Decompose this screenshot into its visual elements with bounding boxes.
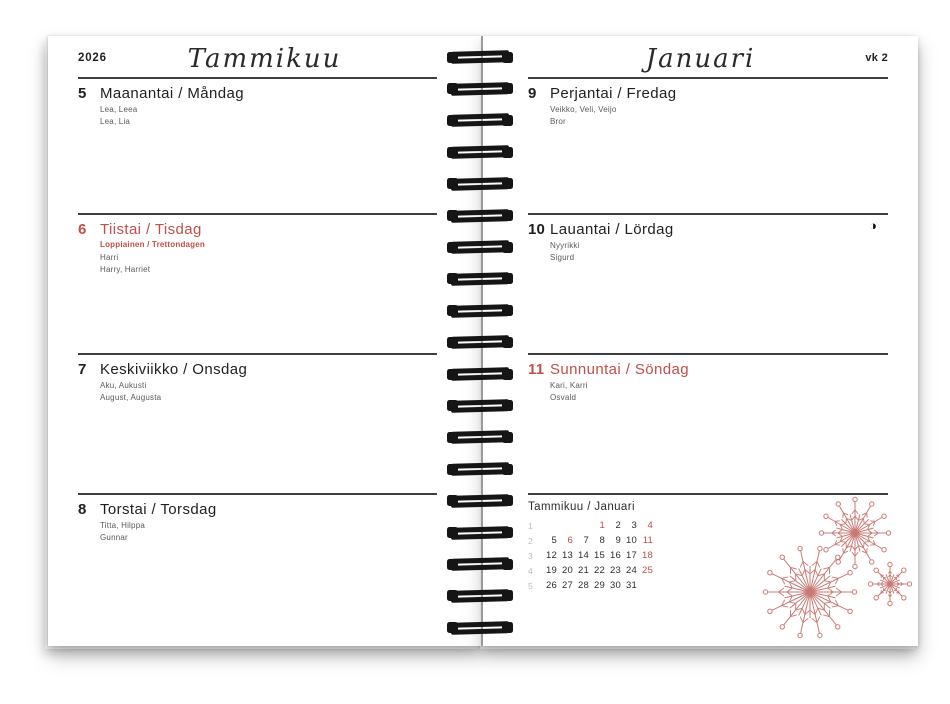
mini-calendar-grid (528, 518, 653, 593)
mini-calendar-day: 22 (594, 565, 605, 576)
mini-calendar-day: 28 (578, 580, 589, 591)
mini-calendar-day: 24 (626, 565, 637, 576)
snowflake-icon (762, 544, 858, 640)
mini-calendar-day: 29 (594, 580, 605, 591)
spiral-ring (447, 367, 513, 381)
left-page (48, 36, 481, 646)
mini-calendar-day: 2 (615, 520, 621, 531)
mini-calendar-day: 21 (578, 565, 589, 576)
nameday-line-finnish: Veikko, Veli, Veijo (550, 105, 617, 114)
nameday-line-swedish: Gunnar (100, 533, 128, 542)
spiral-ring (447, 557, 513, 571)
day-number: 9 (528, 85, 537, 102)
day-number: 5 (78, 85, 87, 102)
day-number: 11 (528, 361, 545, 378)
mini-calendar-day: 1 (599, 520, 605, 531)
day-number: 7 (78, 361, 87, 378)
mini-calendar-day: 6 (567, 535, 573, 546)
nameday-line-finnish: Nyyrikki (550, 241, 580, 250)
mini-calendar-day: 23 (610, 565, 621, 576)
day-number: 10 (528, 221, 546, 238)
day-number: 6 (78, 221, 87, 238)
spiral-ring (447, 113, 513, 127)
mini-calendar-title: Tammikuu / Januari (528, 501, 635, 513)
mini-calendar-day: 17 (626, 550, 637, 561)
mini-calendar-day: 4 (647, 520, 653, 531)
mini-calendar-day: 11 (642, 535, 653, 546)
day-entry-8 (78, 493, 437, 646)
mini-calendar-week-row (528, 533, 653, 548)
spiral-ring (447, 240, 513, 254)
spiral-ring (447, 621, 513, 635)
mini-calendar-day: 14 (578, 550, 589, 561)
day-entry-11 (528, 353, 888, 493)
year-label: 2026 (78, 52, 107, 64)
week-number: 2 (528, 535, 533, 546)
mini-calendar-day: 15 (594, 550, 605, 561)
day-title: Keskiviikko / Onsdag (100, 361, 248, 378)
day-title: Perjantai / Fredag (550, 85, 677, 102)
mini-calendar-day: 30 (610, 580, 621, 591)
nameday-line-swedish: Sigurd (550, 253, 575, 262)
nameday-line-swedish: Bror (550, 117, 566, 126)
mini-calendar-day: 19 (546, 565, 557, 576)
day-entry-7 (78, 353, 437, 493)
nameday-line-finnish: Harri (100, 253, 119, 262)
day-entry-9 (528, 77, 888, 213)
nameday-line-swedish: Harry, Harriet (100, 265, 151, 274)
spiral-ring (447, 494, 513, 508)
mini-calendar-day: 26 (546, 580, 557, 591)
day-entry-5 (78, 77, 437, 213)
spiral-ring (447, 272, 513, 286)
spiral-ring (447, 177, 513, 191)
mini-calendar-day: 27 (562, 580, 573, 591)
spiral-ring (447, 589, 513, 603)
spiral-ring (447, 82, 513, 96)
day-entry-6 (78, 213, 437, 353)
spiral-ring (447, 304, 513, 318)
nameday-line-swedish: August, Augusta (100, 393, 162, 402)
day-title: Sunnuntai / Söndag (550, 361, 689, 378)
mini-calendar-week-row (528, 578, 653, 593)
month-title-finnish: Tammikuu (187, 44, 342, 74)
spiral-ring (447, 335, 513, 349)
week-number-label: vk 2 (865, 52, 888, 64)
spiral-ring (447, 526, 513, 540)
spiral-ring (447, 399, 513, 413)
nameday-line-swedish: Lea, Lia (100, 117, 131, 126)
week-number: 1 (528, 520, 533, 531)
week-number: 3 (528, 550, 533, 561)
nameday-line-finnish: Lea, Leea (100, 105, 138, 114)
day-rule (528, 493, 888, 495)
mini-calendar-day: 3 (631, 520, 637, 531)
spiral-ring (447, 145, 513, 159)
mini-calendar-day: 7 (583, 535, 589, 546)
mini-calendar-week-row (528, 518, 653, 533)
spiral-ring (447, 50, 513, 64)
mini-calendar-day: 13 (562, 550, 573, 561)
mini-calendar-day: 10 (626, 535, 637, 546)
month-title-swedish: Januari (645, 44, 756, 74)
nameday-line-finnish: Aku, Aukusti (100, 381, 147, 390)
mini-calendar-day: 20 (562, 565, 573, 576)
mini-calendar-day: 5 (551, 535, 557, 546)
mini-calendar-day: 25 (642, 565, 653, 576)
mini-calendar-day: 8 (599, 535, 605, 546)
mini-calendar-day: 18 (642, 550, 653, 561)
holiday-label: Loppiainen / Trettondagen (100, 240, 205, 249)
spiral-ring (447, 430, 513, 444)
day-entry-10 (528, 213, 888, 353)
week-number: 5 (528, 580, 533, 591)
week-number: 4 (528, 565, 533, 576)
mini-calendar-day: 9 (615, 535, 621, 546)
day-title: Maanantai / Måndag (100, 85, 244, 102)
day-number: 8 (78, 501, 87, 518)
nameday-line-finnish: Kari, Karri (550, 381, 588, 390)
mini-calendar-week-row (528, 563, 653, 578)
moon-last-quarter-icon: ◑ (869, 218, 877, 233)
spiral-ring (447, 462, 513, 476)
spiral-ring (447, 209, 513, 223)
day-title: Lauantai / Lördag (550, 221, 674, 238)
nameday-line-finnish: Titta, Hilppa (100, 521, 145, 530)
day-title: Tiistai / Tisdag (100, 221, 202, 238)
mini-calendar-day: 16 (610, 550, 621, 561)
nameday-line-swedish: Osvald (550, 393, 577, 402)
mini-calendar-week-row (528, 548, 653, 563)
mini-calendar-day: 31 (626, 580, 637, 591)
day-title: Torstai / Torsdag (100, 501, 217, 518)
snowflake-icon (867, 561, 913, 607)
mini-calendar-day: 12 (546, 550, 557, 561)
